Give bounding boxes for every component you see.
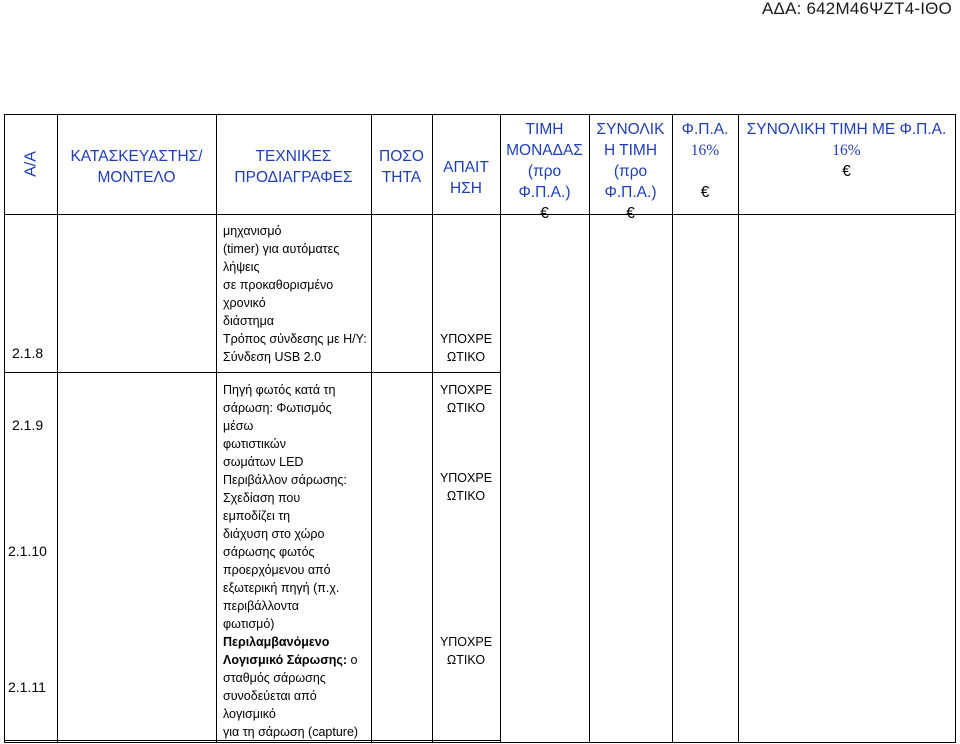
header-unit-price: ΤΙΜΗ ΜΟΝΑΔΑΣ (προ Φ.Π.Α.) €: [500, 119, 589, 224]
row-code: 2.1.9: [12, 417, 44, 433]
euro-symbol: €: [626, 205, 635, 222]
header-specs: ΤΕΧΝΙΚΕΣ ΠΡΟΔΙΑΓΡΑΦΕΣ: [234, 148, 353, 186]
header-vat: Φ.Π.Α. 16% €: [672, 119, 738, 203]
row-spec: μηχανισμό (timer) για αυτόματες λήψεις σε προκαθορισμένο χρονικό διάστημα Τρόπος σύνδεσης με Η/Υ: Σύνδεση USB 2.0: [223, 224, 367, 364]
euro-symbol: €: [540, 205, 549, 222]
header-requirement: ΑΠΑΙΤ ΗΣΗ: [443, 159, 489, 197]
header-quantity: ΠΟΣΟ ΤΗΤΑ: [379, 148, 424, 186]
software-heading: Περιλαμβανόμενο: [223, 635, 330, 649]
merged-spec: Πηγή φωτός κατά τη σάρωση: Φωτισμός μέσω φωτιστικών σωμάτων LED Περιβάλλον σάρωσης: Σχεδίαση που εμποδίζει τη διάχυση στο χώρο σάρωσης φωτός προερχόμενου από εξωτερική πηγή (π.χ. περιβάλλοντα φωτισμό) Περιλαμβανόμενο Λογισμικό Σάρωσης: ο σταθμός σάρωσης συνοδεύεται από λογισμικό για τη σάρωση (capture): [223, 383, 359, 739]
row-code: 2.1.11: [8, 679, 46, 695]
header-manufacturer: ΚΑΤΑΣΚΕΥΑΣΤΗΣ/ ΜΟΝΤΕΛΟ: [70, 148, 203, 186]
header-aa: Α/Α: [22, 151, 39, 177]
header-total-price: ΣΥΝΟΛΙΚ Η ΤΙΜΗ (προ Φ.Π.Α.) €: [589, 119, 672, 224]
header-total-with-vat: ΣΥΝΟΛΙΚΗ ΤΙΜΗ ΜΕ Φ.Π.Α. 16% €: [738, 119, 955, 182]
row-requirement: ΥΠΟΧΡΕ ΩΤΙΚΟ: [439, 383, 493, 415]
row-requirement: ΥΠΟΧΡΕ ΩΤΙΚΟ: [439, 332, 493, 364]
euro-symbol: €: [700, 184, 710, 201]
euro-symbol: €: [842, 163, 851, 180]
row-code: 2.1.8: [12, 345, 44, 361]
row-requirement: ΥΠΟΧΡΕ ΩΤΙΚΟ: [439, 635, 493, 667]
row-code: 2.1.10: [8, 543, 47, 559]
row-requirement: ΥΠΟΧΡΕ ΩΤΙΚΟ: [439, 471, 493, 503]
document-stamp: ΑΔΑ: 642Μ46ΨΖΤ4-ΙΘΟ: [762, 0, 952, 18]
